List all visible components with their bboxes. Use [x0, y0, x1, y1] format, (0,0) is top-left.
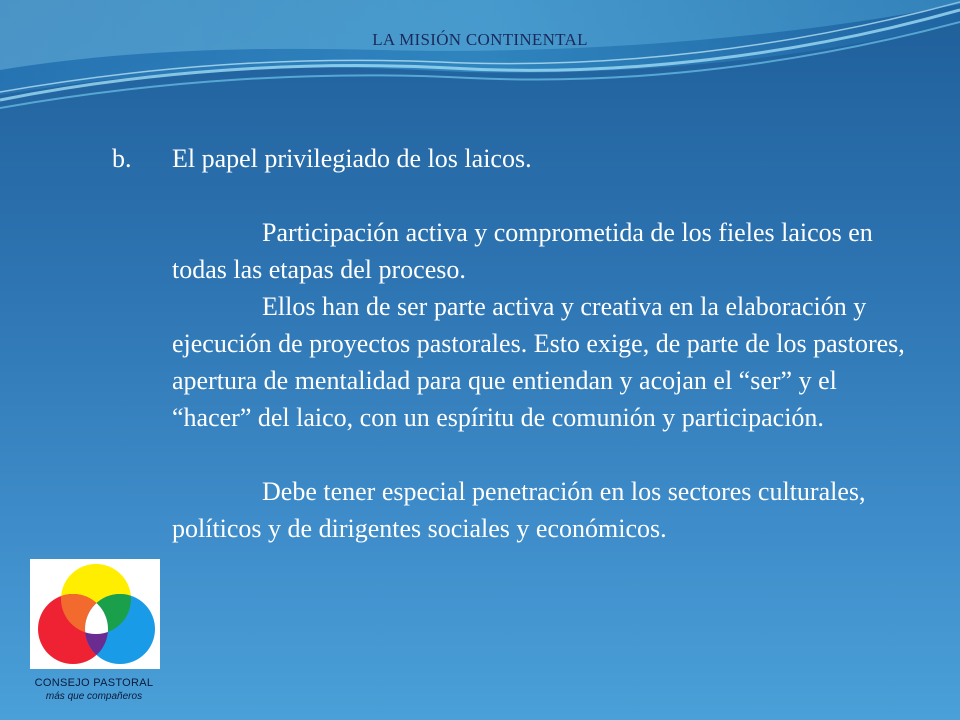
paragraph-ellos: Ellos han de ser parte activa y creativa en la elaboración y ejecución de proyectos pastorales. Esto exige, de parte de los pastores, apertura de mentalidad para que entiendan y acojan el “ser” y el “hacer” del laico, con un espíritu de comunión y participación.: [172, 292, 905, 432]
logo-name: CONSEJO PASTORAL: [34, 677, 154, 689]
list-item-letter: b.: [112, 144, 132, 173]
item-heading: El papel privilegiado de los laicos.: [172, 144, 532, 173]
logo-caption: [14, 676, 174, 703]
header-title: LA MISIÓN CONTINENTAL: [372, 30, 588, 49]
slide-content: [112, 140, 912, 547]
logo: [30, 559, 160, 669]
logo-circles-icon: [30, 559, 160, 669]
list-item-body: [172, 140, 907, 547]
paragraph-participacion: Participación activa y comprometida de los fieles laicos en todas las etapas del proceso.: [172, 218, 873, 284]
header-wave-decoration: [0, 0, 960, 120]
logo-tagline: más que compañeros: [45, 691, 143, 702]
list-item-b: [112, 140, 912, 547]
paragraph-penetracion: Debe tener especial penetración en los sectores culturales, políticos y de dirigentes sociales y económicos.: [172, 477, 866, 543]
